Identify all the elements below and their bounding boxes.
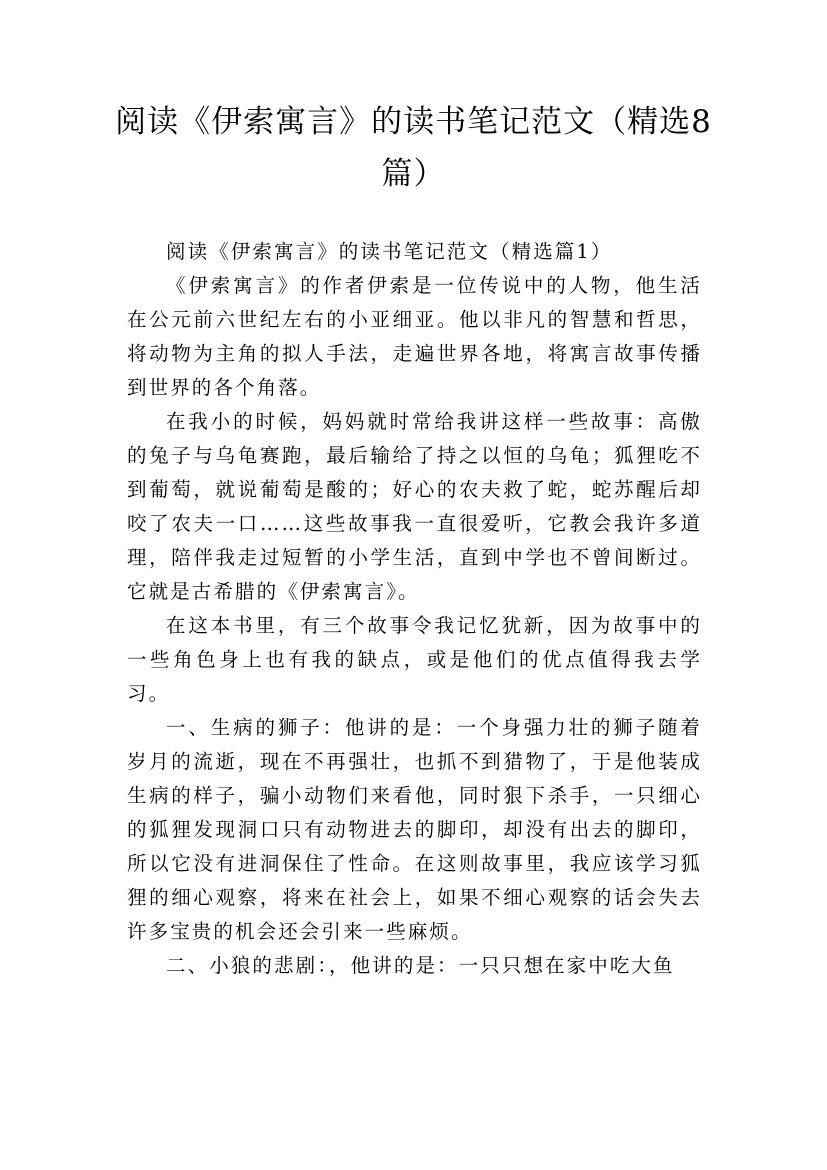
paragraph: 《伊索寓言》的作者伊索是一位传说中的人物，他生活在公元前六世纪左右的小亚细亚。他以非凡的智慧和哲思，将动物为主角的拟人手法，走遍世界各地，将寓言故事传播到世界的各个角落。 [127, 274, 702, 399]
paragraph: 在我小的时候，妈妈就时常给我讲这样一些故事：高傲的兔子与乌龟赛跑，最后输给了持之以恒的乌龟；狐狸吃不到葡萄，就说葡萄是酸的；好心的农夫救了蛇，蛇苏醒后却咬了农夫一口……这些故事我一直很爱听，它教会我许多道理，陪伴我走过短暂的小学生活，直到中学也不曾间断过。它就是古希腊的《伊索寓言》。 [127, 410, 702, 603]
paragraph: 二、小狼的悲剧：，他讲的是：一只只想在家中吃大鱼 [166, 954, 675, 977]
document-title: 阅读《伊索寓言》的读书笔记范文（精选8篇） [115, 104, 712, 192]
paragraph: 一、生病的狮子：他讲的是：一个身强力壮的狮子随着岁月的流逝，现在不再强壮，也抓不到猎物了，于是他装成生病的样子，骗小动物们来看他，同时狠下杀手，一只细心的狐狸发现洞口只有动物进去的脚印，却没有出去的脚印，所以它没有进洞保住了性命。在这则故事里，我应该学习狐狸的细心观察，将来在社会上，如果不细心观察的话会失去许多宝贵的机会还会引来一些麻烦。 [127, 716, 702, 943]
section-heading: 阅读《伊索寓言》的读书笔记范文（精选篇1） [166, 240, 613, 263]
paragraph: 在这本书里，有三个故事令我记忆犹新，因为故事中的一些角色身上也有我的缺点，或是他们的优点值得我去学习。 [127, 614, 702, 705]
document-body [127, 235, 702, 983]
